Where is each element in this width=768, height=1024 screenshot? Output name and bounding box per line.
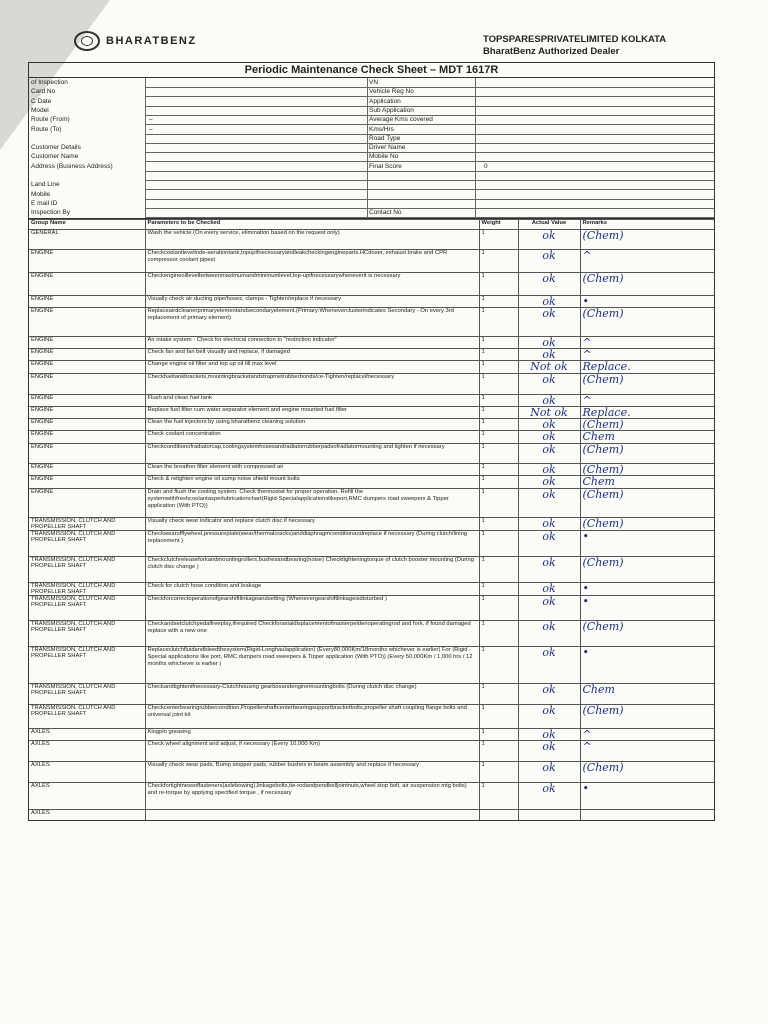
row-parameter: Change engine oil filter and top up oil till max level: [145, 361, 479, 374]
row-remarks: •: [580, 783, 714, 810]
dealer-name: TOPSPARESPRIVATELIMITED KOLKATA: [483, 34, 667, 45]
parameters-table: [29, 219, 714, 820]
info-rule: [367, 161, 714, 162]
table-row: [29, 583, 714, 596]
row-group-name: AXLES: [29, 783, 145, 810]
info-label: Customer Name: [31, 153, 79, 161]
row-group-name: ENGINE: [29, 419, 145, 431]
info-divider: [367, 78, 368, 218]
row-parameter: Replace fuel filter cum water separator element and engine mounted fuel filter: [145, 407, 479, 419]
row-parameter: Check fan and fan belt visually and replace, if damaged: [145, 349, 479, 361]
row-group-name: ENGINE: [29, 349, 145, 361]
row-parameter: Wash the vehicle (On every service, elimination based on the request only): [145, 230, 479, 250]
row-weight: 1: [479, 407, 518, 419]
row-parameter: Visually check wear pads, Bump stopper pads, rubber bushes in beam assembly and replace if necessary: [145, 762, 479, 783]
row-remarks: ^: [580, 741, 714, 762]
info-rule: [145, 161, 367, 162]
row-parameter: Checkfueltankbrackets,mountingbracketandstrapmetrubberbonds/ce-Tighten/replaceifnecessary: [145, 374, 479, 395]
table-row: [29, 395, 714, 407]
row-actual-value: [518, 810, 580, 820]
row-group-name: ENGINE: [29, 273, 145, 296]
check-sheet: [28, 62, 715, 821]
table-row: [29, 596, 714, 621]
info-label: of Inspection: [31, 79, 68, 86]
row-group-name: ENGINE: [29, 361, 145, 374]
row-actual-value: ok: [518, 489, 580, 518]
row-group-name: ENGINE: [29, 308, 145, 337]
info-divider: [145, 78, 146, 218]
info-label: Route (From): [31, 116, 70, 124]
row-group-name: ENGINE: [29, 374, 145, 395]
table-row: [29, 729, 714, 741]
row-parameter: Checkandtightenifnecessary-Clutchhousing gearboxandenginemountingbolts (During clutch disc change): [145, 684, 479, 705]
row-actual-value: ok: [518, 349, 580, 361]
table-row: [29, 296, 714, 308]
info-rule: [367, 134, 714, 135]
row-actual-value: ok: [518, 273, 580, 296]
info-value: 0: [484, 162, 488, 170]
table-row: [29, 464, 714, 476]
row-remarks: •: [580, 583, 714, 596]
info-label: Mobile: [31, 190, 51, 198]
row-remarks: •: [580, 296, 714, 308]
info-label: Mobile No: [369, 153, 399, 161]
row-weight: 1: [479, 361, 518, 374]
info-divider: [475, 78, 476, 218]
info-label: Sub Application: [369, 106, 414, 114]
info-label: Customer Details: [31, 144, 81, 152]
info-rule: [367, 143, 714, 144]
info-rule: [367, 199, 714, 200]
row-group-name: TRANSMISSION, CLUTCH AND PROPELLER SHAFT: [29, 583, 145, 596]
dealer-subtitle: BharatBenz Authorized Dealer: [483, 46, 620, 57]
info-label: E mail ID: [31, 199, 58, 207]
row-parameter: Check for clutch hose condition and leakage: [145, 583, 479, 596]
row-group-name: ENGINE: [29, 444, 145, 464]
header-param: Parameters to be Checked: [145, 220, 479, 230]
row-remarks: Replace.: [580, 361, 714, 374]
row-actual-value: ok: [518, 431, 580, 444]
info-rule: [367, 208, 714, 209]
header-actual: Actual Value: [518, 220, 580, 230]
info-rule: [367, 87, 714, 88]
header-group: Group Name: [29, 220, 145, 230]
row-parameter: Flush and clean fuel tank: [145, 395, 479, 407]
row-parameter: Checkforcorrectoperationofgearshiftlinkageandsetting (Whenevergearshiftlinkageisdisturbed ): [145, 596, 479, 621]
row-group-name: ENGINE: [29, 489, 145, 518]
row-weight: 1: [479, 337, 518, 349]
info-rule: [145, 152, 367, 153]
table-row: [29, 407, 714, 419]
info-rule: [367, 96, 714, 97]
row-actual-value: ok: [518, 647, 580, 684]
table-row: [29, 518, 714, 531]
info-label: Road Type: [369, 134, 401, 142]
row-actual-value: ok: [518, 250, 580, 273]
row-weight: 1: [479, 518, 518, 531]
info-value: –: [149, 116, 153, 124]
row-actual-value: Not ok: [518, 361, 580, 374]
info-rule: [145, 87, 367, 88]
row-parameter: Clean the breather filter element with compressed air: [145, 464, 479, 476]
table-row: [29, 531, 714, 557]
table-row: [29, 431, 714, 444]
row-weight: 1: [479, 489, 518, 518]
table-row: [29, 741, 714, 762]
row-group-name: ENGINE: [29, 464, 145, 476]
info-rule: [145, 217, 367, 218]
row-remarks: ^: [580, 349, 714, 361]
row-group-name: AXLES: [29, 810, 145, 820]
row-weight: 1: [479, 431, 518, 444]
info-label: C Date: [31, 97, 52, 105]
row-weight: 1: [479, 741, 518, 762]
table-row: [29, 810, 714, 820]
table-row: [29, 684, 714, 705]
row-weight: 1: [479, 596, 518, 621]
row-actual-value: ok: [518, 230, 580, 250]
info-rule: [145, 199, 367, 200]
bharatbenz-logo-icon: [74, 31, 100, 51]
table-row: [29, 762, 714, 783]
info-rule: [145, 189, 367, 190]
row-weight: 1: [479, 705, 518, 729]
info-label: Average Kms covered: [369, 116, 433, 124]
row-parameter: Check & retighten engine oil sump noise shield mount bolts: [145, 476, 479, 489]
row-weight: 1: [479, 531, 518, 557]
info-label: Vehicle Reg No: [369, 88, 414, 96]
row-weight: [479, 810, 518, 820]
row-parameter: Drain and flush the cooling system. Check thermostat for proper operation. Refill the systemwithfreshcoolantasperlubricationchart(Rigid-Specialapplicationslikeport,RMC dumpers road sweepers & Tipper application (With PTO)): [145, 489, 479, 518]
row-parameter: Visually check air ducting pipe/hoses, clamps - Tighten/replace if necessary: [145, 296, 479, 308]
table-row: [29, 489, 714, 518]
row-actual-value: ok: [518, 705, 580, 729]
info-value: –: [149, 125, 153, 133]
row-remarks: Chem: [580, 431, 714, 444]
row-parameter: Checkcoolantlevelinde-aerationtank,topupifnecessaryandleakcheckingengineparts.HCdoser, exhaust brake and CPR compressor coolant pipes): [145, 250, 479, 273]
row-weight: 1: [479, 621, 518, 647]
row-weight: 1: [479, 762, 518, 783]
row-actual-value: ok: [518, 621, 580, 647]
row-parameter: Checkandsetclutchpedalfreeplay,ifrequired Checkforaxialdisplacementofmasterpeldenoperatingrod and fork, if found damaged replace with a new one: [145, 621, 479, 647]
row-group-name: TRANSMISSION, CLUTCH AND PROPELLER SHAFT: [29, 531, 145, 557]
table-row: [29, 230, 714, 250]
info-rule: [367, 152, 714, 153]
row-weight: 1: [479, 419, 518, 431]
row-weight: 1: [479, 273, 518, 296]
row-parameter: Checkwearofflywheel,pressureplate(wear/thermalcracks)anddiaphragmconditionandreplace if necessary (During clutch/lining replacement ): [145, 531, 479, 557]
row-remarks: •: [580, 647, 714, 684]
row-actual-value: ok: [518, 374, 580, 395]
row-remarks: (Chem): [580, 621, 714, 647]
info-rule: [145, 171, 367, 172]
info-label: Application: [369, 97, 401, 105]
row-actual-value: ok: [518, 419, 580, 431]
row-weight: 1: [479, 783, 518, 810]
info-label: Kms/Hrs: [369, 125, 394, 133]
row-group-name: TRANSMISSION, CLUTCH AND PROPELLER SHAFT: [29, 705, 145, 729]
row-actual-value: ok: [518, 476, 580, 489]
row-weight: 1: [479, 296, 518, 308]
row-group-name: ENGINE: [29, 407, 145, 419]
row-group-name: TRANSMISSION, CLUTCH AND PROPELLER SHAFT: [29, 518, 145, 531]
info-rule: [367, 106, 714, 107]
row-remarks: [580, 810, 714, 820]
row-actual-value: ok: [518, 337, 580, 349]
table-row: [29, 705, 714, 729]
row-parameter: Checkfortightnessoffasteners(axlebowing),linkagebolts,tie-rodandpendbelljointnuts,wheel stop bolt, air suspension mtg bolts) and re-torque by applying specified torque , if necessary: [145, 783, 479, 810]
table-row: [29, 647, 714, 684]
row-actual-value: ok: [518, 531, 580, 557]
row-remarks: (Chem): [580, 419, 714, 431]
info-label: Contact No: [369, 209, 402, 217]
row-parameter: Replaceairdcleanerprimaryelementandsecondaryelement.(Primary:Wheneverclusterindicates Secondary - On every 3rd replacement of primary element): [145, 308, 479, 337]
row-weight: 1: [479, 444, 518, 464]
row-group-name: ENGINE: [29, 296, 145, 308]
info-label: Final Score: [369, 162, 402, 170]
row-remarks: (Chem): [580, 518, 714, 531]
row-actual-value: ok: [518, 308, 580, 337]
row-group-name: TRANSMISSION, CLUTCH AND PROPELLER SHAFT: [29, 621, 145, 647]
row-weight: 1: [479, 647, 518, 684]
info-rule: [145, 134, 367, 135]
info-label: Driver Name: [369, 144, 406, 152]
row-weight: 1: [479, 583, 518, 596]
row-remarks: Replace.: [580, 407, 714, 419]
row-parameter: Check coolant concentration: [145, 431, 479, 444]
info-rule: [367, 124, 714, 125]
row-remarks: ^: [580, 395, 714, 407]
row-remarks: ^: [580, 250, 714, 273]
row-parameter: [145, 810, 479, 820]
row-parameter: Checkconditionofradiatorcap,coolingsystemhosesandradiatorrubberpadsofradiatormounting and tighten if necessary: [145, 444, 479, 464]
row-actual-value: ok: [518, 296, 580, 308]
table-row: [29, 349, 714, 361]
row-remarks: (Chem): [580, 273, 714, 296]
table-row: [29, 476, 714, 489]
row-actual-value: ok: [518, 518, 580, 531]
row-parameter: Checkclutchreleaseforkandmountingrollers,bushesandbearing(noise) Checktighteningtorque of clutch booster mounting (During clutch disc change ): [145, 557, 479, 583]
row-weight: 1: [479, 684, 518, 705]
info-label: Card No: [31, 88, 56, 96]
row-parameter: Kingpin greasing: [145, 729, 479, 741]
row-weight: 1: [479, 230, 518, 250]
sheet-title: Periodic Maintenance Check Sheet – MDT 1617R: [29, 63, 714, 78]
row-remarks: •: [580, 596, 714, 621]
table-row: [29, 783, 714, 810]
row-parameter: Visually check wear indicator and replace clutch disc if necessary: [145, 518, 479, 531]
table-row: [29, 361, 714, 374]
info-label: Route (To): [31, 125, 62, 133]
row-group-name: AXLES: [29, 741, 145, 762]
row-weight: 1: [479, 395, 518, 407]
info-rule: [145, 96, 367, 97]
row-remarks: (Chem): [580, 444, 714, 464]
row-parameter: Air intake system - Check for electrical connection to "restriction indicator": [145, 337, 479, 349]
info-rule: [367, 217, 714, 218]
row-remarks: (Chem): [580, 705, 714, 729]
row-group-name: AXLES: [29, 729, 145, 741]
row-group-name: TRANSMISSION, CLUTCH AND PROPELLER SHAFT: [29, 596, 145, 621]
info-label: Model: [31, 106, 49, 114]
row-group-name: TRANSMISSION, CLUTCH AND PROPELLER SHAFT: [29, 647, 145, 684]
table-row: [29, 273, 714, 296]
row-actual-value: ok: [518, 729, 580, 741]
row-actual-value: ok: [518, 762, 580, 783]
info-rule: [367, 171, 714, 172]
row-remarks: •: [580, 531, 714, 557]
row-remarks: (Chem): [580, 489, 714, 518]
row-remarks: (Chem): [580, 762, 714, 783]
row-remarks: (Chem): [580, 557, 714, 583]
row-remarks: (Chem): [580, 230, 714, 250]
dealer-block: [483, 34, 666, 58]
row-weight: 1: [479, 464, 518, 476]
info-label: Address (Business Address): [31, 162, 113, 170]
info-label: VN: [369, 79, 379, 86]
row-remarks: (Chem): [580, 464, 714, 476]
row-group-name: GENERAL: [29, 230, 145, 250]
table-row: [29, 337, 714, 349]
row-group-name: ENGINE: [29, 476, 145, 489]
info-rule: [145, 115, 367, 116]
info-rule: [145, 106, 367, 107]
row-actual-value: ok: [518, 741, 580, 762]
header-remarks: Remarks: [580, 220, 714, 230]
row-parameter: Checkengineoillevelbetweenmaximumandminimumlevel,top-upifnecessarywheneverit is necessary: [145, 273, 479, 296]
row-parameter: Checkcenterbearingrubbercondition,Propellershaftcenterbearingsupportbracketbolts,propeller shaft coupling flange bolts and universal joint kit: [145, 705, 479, 729]
table-row: [29, 374, 714, 395]
row-weight: 1: [479, 729, 518, 741]
row-parameter: Replaceclutchfluidandbleedthesystem(Rigid-Longhaulapplication) (Every80,000Km/18months whichever is earlier) For (Rigid - Special applications like port, RMC dumpers road sweepers & Tipper application (With PTO)) (Every 50,000Km / 1,000 hrs / 12 months whichever is earlier ): [145, 647, 479, 684]
row-remarks: Chem: [580, 476, 714, 489]
row-weight: 1: [479, 557, 518, 583]
row-actual-value: ok: [518, 684, 580, 705]
info-rule: [367, 189, 714, 190]
header-weight: Weight: [479, 220, 518, 230]
row-actual-value: ok: [518, 395, 580, 407]
table-row: [29, 419, 714, 431]
row-parameter: Check wheel alignment and adjust, if necessary (Every 10,000 Km): [145, 741, 479, 762]
info-rule: [145, 124, 367, 125]
table-row: [29, 308, 714, 337]
row-actual-value: ok: [518, 464, 580, 476]
row-group-name: TRANSMISSION, CLUTCH AND PROPELLER SHAFT: [29, 557, 145, 583]
row-group-name: ENGINE: [29, 250, 145, 273]
row-actual-value: ok: [518, 596, 580, 621]
info-rule: [145, 180, 367, 181]
info-rule: [367, 180, 714, 181]
row-remarks: ^: [580, 729, 714, 741]
row-weight: 1: [479, 374, 518, 395]
row-group-name: TRANSMISSION, CLUTCH AND PROPELLER SHAFT: [29, 684, 145, 705]
table-header-row: [29, 220, 714, 230]
info-label: Inspection By: [31, 209, 71, 217]
info-rule: [145, 208, 367, 209]
row-group-name: ENGINE: [29, 431, 145, 444]
row-remarks: (Chem): [580, 374, 714, 395]
row-weight: 1: [479, 349, 518, 361]
row-group-name: AXLES: [29, 762, 145, 783]
row-actual-value: ok: [518, 783, 580, 810]
table-row: [29, 444, 714, 464]
info-rule: [145, 143, 367, 144]
row-actual-value: ok: [518, 583, 580, 596]
table-row: [29, 621, 714, 647]
info-label: Land Line: [31, 181, 60, 189]
row-remarks: Chem: [580, 684, 714, 705]
row-weight: 1: [479, 476, 518, 489]
brand-logo: [74, 31, 197, 51]
row-weight: 1: [479, 308, 518, 337]
table-row: [29, 557, 714, 583]
row-group-name: ENGINE: [29, 337, 145, 349]
row-weight: 1: [479, 250, 518, 273]
row-actual-value: ok: [518, 557, 580, 583]
row-actual-value: Not ok: [518, 407, 580, 419]
row-remarks: ^: [580, 337, 714, 349]
brand-name: BHARATBENZ: [106, 35, 197, 47]
table-row: [29, 250, 714, 273]
row-actual-value: ok: [518, 444, 580, 464]
row-parameter: Clean the fuel injectors by using bharatbenz cleaning solution: [145, 419, 479, 431]
row-group-name: ENGINE: [29, 395, 145, 407]
vehicle-info-block: [29, 78, 714, 219]
row-remarks: (Chem): [580, 308, 714, 337]
